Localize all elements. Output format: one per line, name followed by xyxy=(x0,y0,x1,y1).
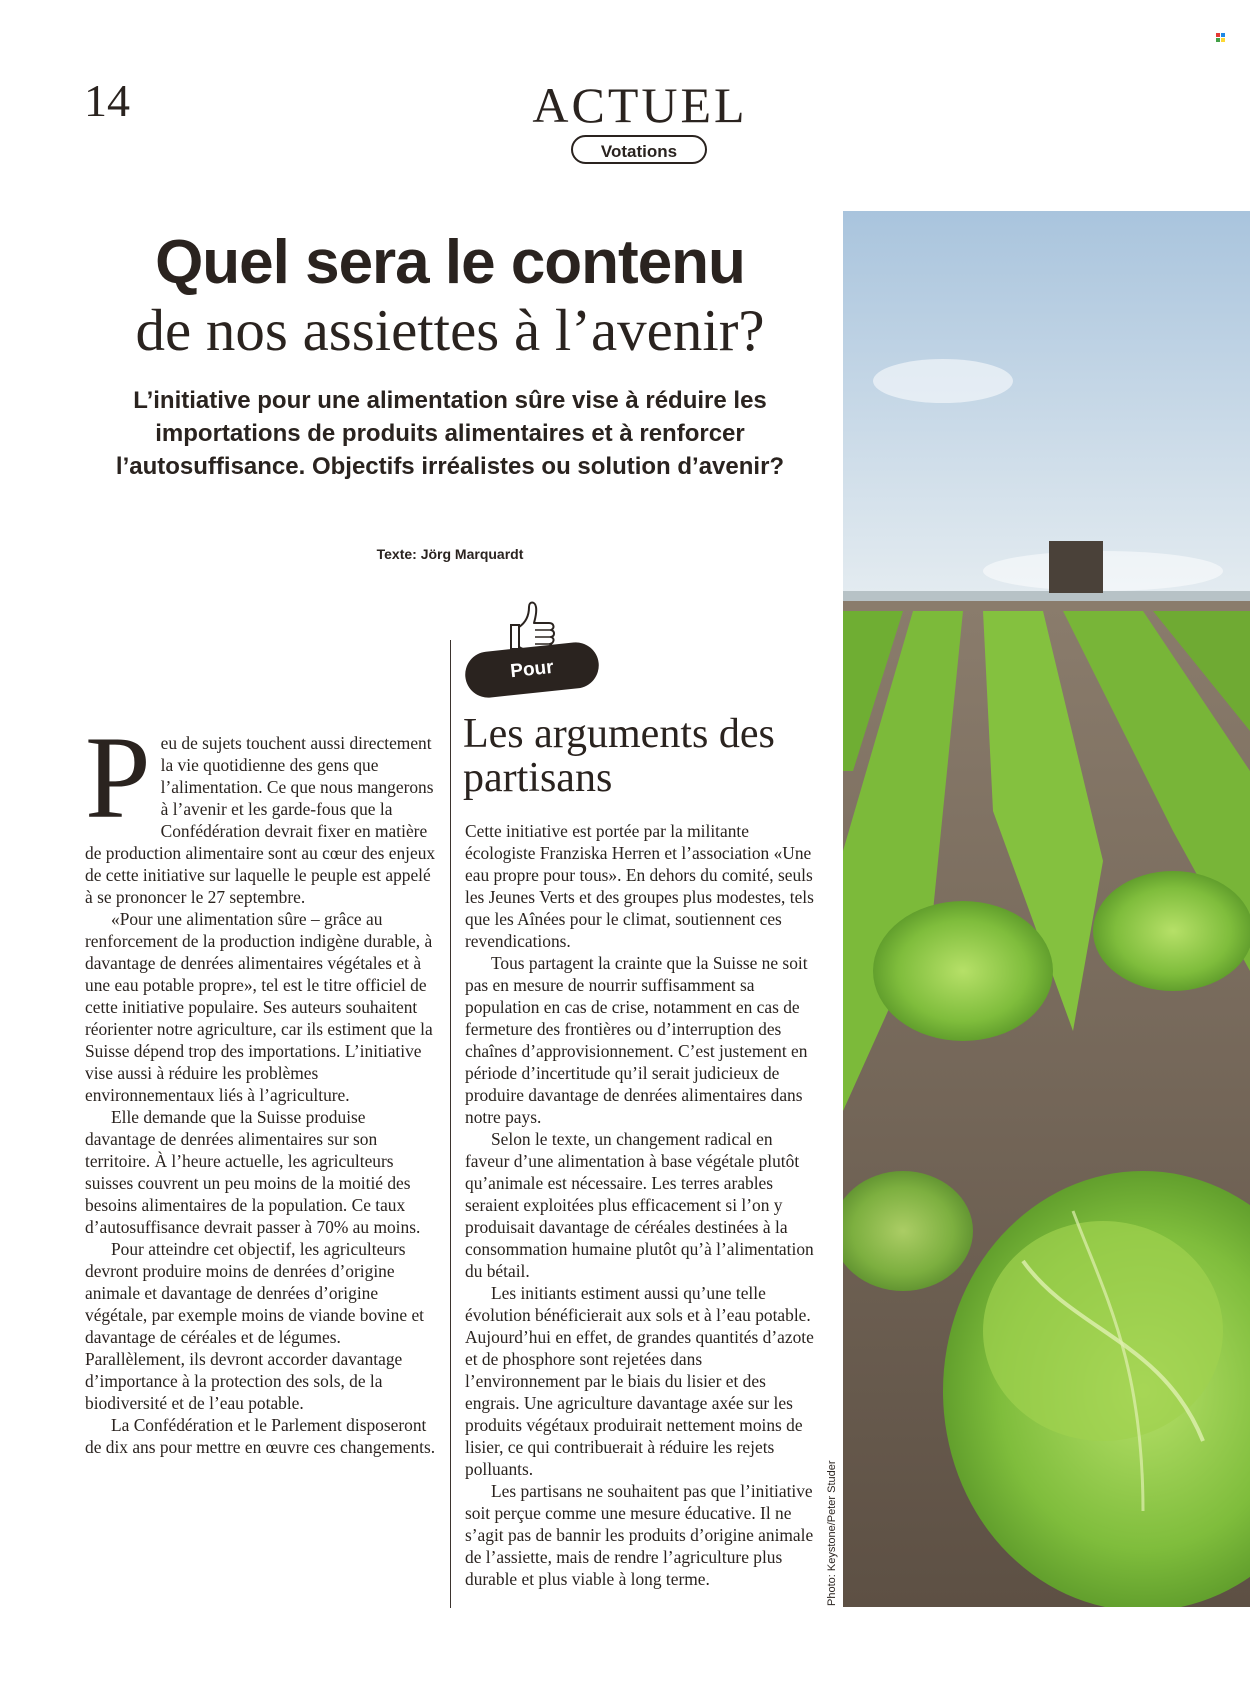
left-column xyxy=(85,712,437,1458)
left-paragraph: «Pour une alimentation sûre – grâce au renforcement de la production indigène durable, à davantage de denrées alimentaires végétales et à une eau potable propre», tel est le titre officiel de cette initiative populaire. Ses auteurs souhaitent réorienter notre agriculture, car ils estiment que la Suisse dépend trop des importations. L’initiative vise aussi à réduire les problèmes environnementaux liés à l’agriculture. xyxy=(85,909,433,1105)
drop-cap: P xyxy=(85,712,151,843)
left-paragraph: La Confédération et le Parlement disposeront de dix ans pour mettre en œuvre ces changements. xyxy=(85,1415,436,1457)
left-paragraph: eu de sujets touchent aussi directement la vie quotidienne des gens que l’alimentation. Ce que nous mangerons à l’avenir et les garde-fous que la Confédération devrait fixer en matière de production alimentaire sont au cœur des enjeux de cette initiative sur laquelle le peuple est appelé à se prononcer le 27 septembre. xyxy=(85,733,436,907)
photo-credit: Photo: Keystone/Peter Studer xyxy=(826,1460,838,1606)
left-paragraph: Elle demande que la Suisse produise davantage de denrées alimentaires sur son territoire. À l’heure actuelle, les agriculteurs suisses couvrent un peu moins de la moitié des besoins alimentaires de la population. Ce taux d’autosuffisance devrait passer à 70% au moins. xyxy=(85,1107,421,1237)
page-number: 14 xyxy=(84,75,130,126)
brand-squares-icon xyxy=(1216,33,1225,42)
byline: Texte: Jörg Marquardt xyxy=(376,546,524,562)
left-paragraph: Pour atteindre cet objectif, les agriculteurs devront produire moins de denrées d’origine animale et davantage de denrées d’origine végétale, par exemple moins de viande bovine et davantage de céréales et de légumes. Parallèlement, ils devront accorder davantage d’importance à la protection des sols, de la biodiversité et de l’eau potable. xyxy=(85,1239,424,1413)
right-paragraph: Cette initiative est portée par la militante écologiste Franziska Herren et l’association «Une eau propre pour tous». En dehors du comité, seuls les Jeunes Verts et des groupes plus modestes, tels que les Aînées pour le climat, soutiennent ces revendications. xyxy=(465,821,814,951)
lead-paragraph: L’initiative pour une alimentation sûre vise à réduire les importations de produits alimentaires et à renforcer l’autosuffisance. Objectifs irréalistes ou solution d’avenir? xyxy=(115,387,785,480)
right-column-heading: Les arguments des partisans xyxy=(463,711,775,801)
section-tag: Votations xyxy=(571,135,707,164)
lettuce-field-photo xyxy=(843,211,1250,1607)
right-paragraph: Selon le texte, un changement radical en faveur d’une alimentation à base végétale plutôt qu’animale est nécessaire. Les terres arables seraient exploitées plus efficacement si l’on y produisait davantage de céréales destinées à la consommation humaine plutôt qu’à l’alimentation du bétail. xyxy=(465,1129,814,1281)
right-column xyxy=(465,820,817,1590)
right-paragraph: Les partisans ne souhaitent pas que l’initiative soit perçue comme une mesure éducative. Il ne s’agit pas de bannir les produits d’origine animale de l’assiette, mais de rendre l’agriculture plus durable et plus viable à long terme. xyxy=(465,1481,814,1589)
section-title: ACTUEL xyxy=(532,77,748,133)
right-paragraph: Les initiants estiment aussi qu’une telle évolution bénéficierait aux sols et à l’eau potable. Aujourd’hui en effet, de grandes quantités d’azote et de phosphore sont rejetées dans l’environnement par le biais du lisier et des engrais. Une agriculture davantage axée sur les produits végétaux produirait nettement moins de lisier, ce qui contribuerait à réduire les rejets polluants. xyxy=(465,1283,814,1479)
headline-line-1: Quel sera le contenu xyxy=(155,228,745,297)
column-divider xyxy=(450,640,451,1608)
headline-line-2: de nos assiettes à l’avenir? xyxy=(135,297,765,363)
pour-badge: Pour xyxy=(463,640,601,700)
right-paragraph: Tous partagent la crainte que la Suisse ne soit pas en mesure de nourrir suffisamment sa population en cas de crise, notamment en cas de fermeture des frontières ou d’interruption des chaînes d’approvisionnement. C’est justement en période d’incertitude qu’il serait judicieux de produire davantage de denrées alimentaires dans notre pays. xyxy=(465,953,808,1127)
